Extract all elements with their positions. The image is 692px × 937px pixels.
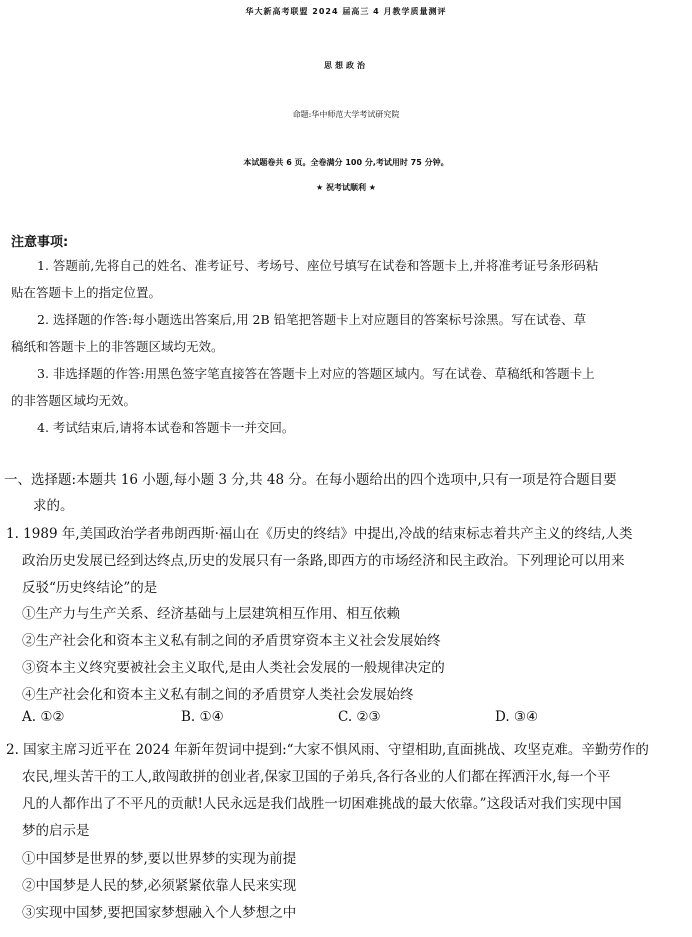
choice-d: D. ③④ — [495, 709, 539, 725]
notice-line: 稿纸和答题卡上的非答题区域均无效。 — [11, 339, 224, 354]
choice-b: B. ①④ — [181, 709, 224, 725]
section-heading-cont: 求的。 — [33, 498, 74, 514]
question-1-item: ①生产力与生产关系、经济基础与上层建筑相互作用、相互依赖 — [22, 606, 400, 622]
notice-line: 1. 答题前,先将自己的姓名、准考证号、考场号、座位号填写在试卷和答题卡上,并将准考证号条形码粘 — [37, 258, 599, 273]
good-luck-line: ★ 祝考试顺利 ★ — [316, 183, 376, 192]
question-1-stem: 政治历史发展已经到达终点,历史的发展只有一条路,即西方的市场经济和民主政治。下列理论可以用来 — [22, 553, 625, 569]
question-1-item: ④生产社会化和资本主义私有制之间的矛盾贯穿人类社会发展始终 — [22, 687, 414, 703]
question-2-stem: 2. 国家主席习近平在 2024 年新年贺词中提到:“大家不惧风雨、守望相助,直面挑战、攻坚克难。辛勤劳作的 — [6, 742, 649, 758]
notice-line: 2. 选择题的作答:每小题选出答案后,用 2B 铅笔把答题卡上对应题目的答案标号涂黑。写在试卷、草 — [37, 312, 587, 327]
exam-title: 华大新高考联盟 2024 届高三 4 月教学质量测评 — [245, 7, 447, 16]
question-2-stem: 凡的人都作出了不平凡的贡献!人民永远是我们战胜一切困难挑战的最大依靠。”这段话对我们实现中国 — [22, 796, 622, 812]
question-1-stem: 1. 1989 年,美国政治学者弗朗西斯·福山在《历史的终结》中提出,冷战的结束标志着共产主义的终结,人类 — [6, 526, 633, 542]
notice-heading: 注意事项: — [11, 235, 69, 250]
question-2-item: ③实现中国梦,要把国家梦想融入个人梦想之中 — [22, 905, 297, 921]
question-1-item: ③资本主义终究要被社会主义取代,是由人类社会发展的一般规律决定的 — [22, 660, 445, 676]
question-1-stem: 反驳“历史终结论”的是 — [22, 580, 158, 596]
choice-c: C. ②③ — [338, 709, 381, 725]
question-2-item: ①中国梦是世界的梦,要以世界梦的实现为前提 — [22, 851, 297, 867]
question-2-stem: 梦的启示是 — [22, 823, 90, 839]
notice-line: 的非答题区域均无效。 — [11, 393, 137, 408]
section-heading: 一、选择题:本题共 16 小题,每小题 3 分,共 48 分。在每小题给出的四个选项中,只有一项是符合题目要 — [4, 472, 617, 488]
choice-a: A. ①② — [22, 709, 65, 725]
question-2-stem: 农民,埋头苦干的工人,敢闯敢拼的创业者,保家卫国的子弟兵,各行各业的人们都在挥洒汗水,每一个平 — [22, 769, 611, 785]
subject-title: 思想政治 — [324, 61, 368, 70]
notice-line: 3. 非选择题的作答:用黑色签字笔直接答在答题卡上对应的答题区域内。写在试卷、草稿纸和答题卡上 — [37, 366, 595, 381]
question-2-item: ②中国梦是人民的梦,必须紧紧依靠人民来实现 — [22, 878, 297, 894]
exam-info: 本试题卷共 6 页。全卷满分 100 分,考试用时 75 分钟。 — [243, 158, 449, 167]
notice-line: 贴在答题卡上的指定位置。 — [11, 285, 162, 300]
question-1-item: ②生产社会化和资本主义私有制之间的矛盾贯穿资本主义社会发展始终 — [22, 633, 441, 649]
notice-line: 4. 考试结束后,请将本试卷和答题卡一并交回。 — [37, 420, 295, 435]
author-line: 命题:华中师范大学考试研究院 — [292, 110, 400, 119]
